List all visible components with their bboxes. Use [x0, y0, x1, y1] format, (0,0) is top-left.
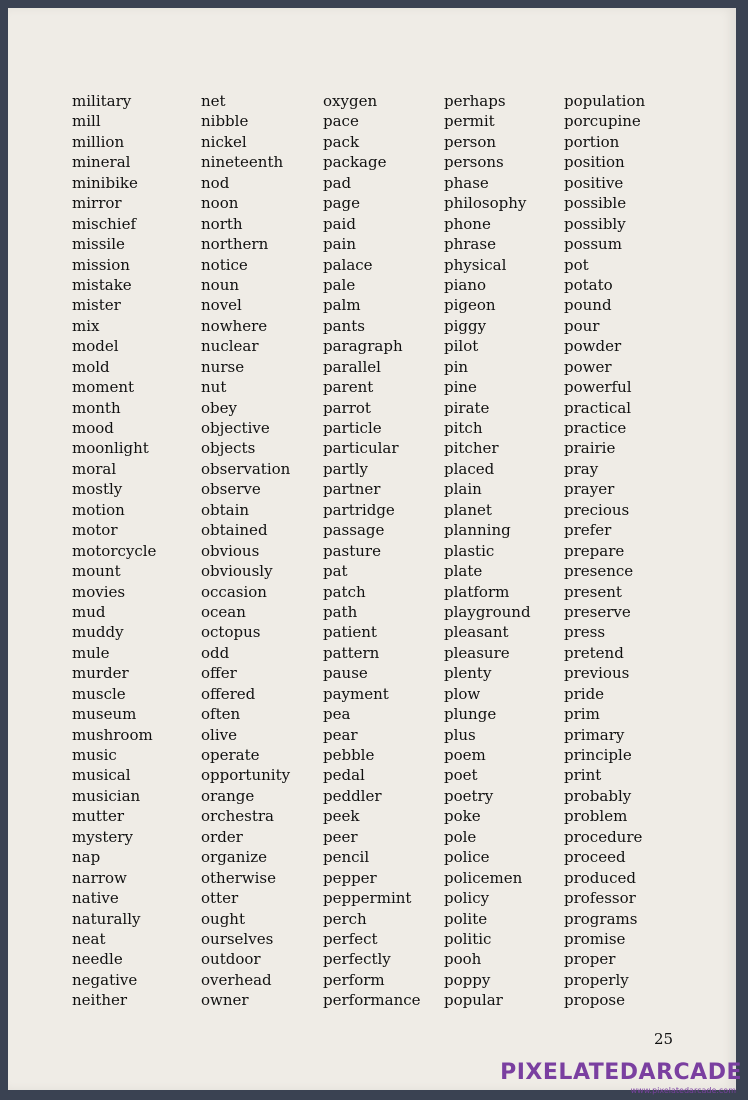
- word-entry: movies: [72, 582, 126, 601]
- word-entry: mold: [72, 357, 110, 376]
- word-entry: nod: [201, 173, 230, 192]
- word-entry: phone: [444, 214, 491, 233]
- word-entry: otter: [201, 889, 239, 908]
- word-entry: mutter: [72, 807, 124, 826]
- word-entry: mister: [72, 296, 121, 315]
- word-entry: procedure: [564, 827, 643, 846]
- word-entry: pole: [444, 827, 477, 846]
- word-entry: objective: [201, 419, 270, 437]
- word-entry: native: [72, 889, 119, 908]
- word-entry: press: [564, 623, 606, 642]
- word-entry: muddy: [72, 623, 124, 642]
- word-entry: pattern: [323, 643, 380, 662]
- word-entry: military: [72, 92, 132, 110]
- word-entry: pause: [323, 664, 368, 683]
- word-entry: patient: [323, 623, 377, 642]
- word-entry: policemen: [444, 868, 523, 887]
- watermark-logo: PIXELATEDARCADE: [500, 1060, 742, 1085]
- word-column-3: [323, 91, 421, 1011]
- word-entry: minibike: [72, 173, 138, 192]
- word-entry: planning: [444, 521, 511, 540]
- word-entry: pack: [323, 132, 360, 151]
- word-entry: problem: [564, 807, 628, 826]
- word-entry: ocean: [201, 602, 246, 621]
- word-entry: possum: [564, 235, 622, 254]
- word-entry: mill: [72, 112, 101, 131]
- word-entry: payment: [323, 684, 389, 703]
- word-entry: mostly: [72, 480, 123, 499]
- word-entry: partridge: [323, 500, 395, 519]
- word-entry: moment: [72, 378, 135, 397]
- word-entry: nineteenth: [201, 153, 284, 172]
- word-entry: portion: [564, 132, 620, 151]
- word-entry: order: [201, 827, 243, 846]
- word-entry: positive: [564, 173, 624, 192]
- word-entry: powder: [564, 337, 622, 356]
- word-entry: perch: [323, 909, 367, 928]
- word-entry: probably: [564, 786, 632, 805]
- word-entry: pigeon: [444, 296, 496, 315]
- word-entry: naturally: [72, 909, 141, 928]
- word-entry: pace: [323, 112, 359, 131]
- word-entry: pirate: [444, 398, 490, 417]
- word-entry: pray: [564, 459, 599, 478]
- word-entry: pitcher: [444, 439, 499, 458]
- word-entry: neat: [72, 929, 106, 948]
- word-entry: pine: [444, 378, 477, 397]
- word-entry: missile: [72, 235, 125, 254]
- word-entry: peer: [323, 827, 358, 846]
- word-entry: polite: [444, 909, 488, 928]
- word-entry: philosophy: [444, 194, 527, 213]
- word-entry: principle: [564, 746, 632, 764]
- word-entry: million: [72, 132, 125, 151]
- word-entry: piano: [444, 275, 487, 294]
- word-entry: proper: [564, 950, 616, 969]
- word-entry: palace: [323, 255, 373, 274]
- word-entry: pat: [323, 562, 348, 581]
- word-entry: motorcycle: [72, 541, 157, 560]
- word-entry: mission: [72, 255, 130, 274]
- word-entry: mischief: [72, 214, 137, 233]
- word-entry: produced: [564, 868, 636, 887]
- word-entry: piggy: [444, 316, 487, 335]
- word-column-1: [72, 91, 156, 1011]
- book-page: [8, 8, 736, 1090]
- word-entry: placed: [444, 459, 495, 478]
- word-entry: operate: [201, 746, 260, 764]
- word-entry: pencil: [323, 848, 370, 867]
- word-entry: plunge: [444, 705, 497, 724]
- word-entry: passage: [323, 521, 385, 540]
- word-entry: path: [323, 602, 358, 621]
- word-entry: moral: [72, 459, 117, 478]
- word-entry: nibble: [201, 112, 249, 131]
- word-entry: policy: [444, 889, 490, 908]
- word-entry: mount: [72, 562, 121, 581]
- word-entry: proceed: [564, 848, 626, 867]
- word-entry: parrot: [323, 398, 371, 417]
- word-entry: notice: [201, 255, 248, 274]
- word-entry: net: [201, 92, 226, 110]
- word-entry: objects: [201, 439, 256, 458]
- word-entry: opportunity: [201, 766, 291, 785]
- page-number: 25: [654, 1030, 674, 1048]
- watermark-url: www.pixelatedarcade.com: [630, 1086, 736, 1095]
- word-entry: obvious: [201, 541, 260, 560]
- word-entry: olive: [201, 725, 237, 744]
- word-entry: observe: [201, 480, 261, 499]
- word-entry: pleasant: [444, 623, 509, 642]
- word-column-2: [201, 91, 290, 1011]
- word-entry: pooh: [444, 950, 482, 969]
- word-entry: plus: [444, 725, 476, 744]
- word-entry: mirror: [72, 194, 122, 213]
- word-entry: mushroom: [72, 725, 153, 744]
- word-entry: poke: [444, 807, 481, 826]
- word-entry: planet: [444, 500, 492, 519]
- word-entry: print: [564, 766, 602, 785]
- word-entry: paragraph: [323, 337, 403, 356]
- word-entry: noon: [201, 194, 239, 213]
- word-entry: pin: [444, 357, 469, 376]
- word-entry: pilot: [444, 337, 479, 356]
- word-entry: nuclear: [201, 337, 259, 356]
- word-entry: prefer: [564, 521, 612, 540]
- word-entry: north: [201, 214, 243, 233]
- word-entry: music: [72, 746, 117, 764]
- word-entry: prayer: [564, 480, 615, 499]
- word-entry: orchestra: [201, 807, 274, 826]
- word-entry: perfect: [323, 929, 378, 948]
- word-entry: prim: [564, 705, 600, 724]
- word-entry: negative: [72, 970, 138, 989]
- word-entry: moonlight: [72, 439, 149, 458]
- word-entry: paid: [323, 214, 356, 233]
- word-entry: pebble: [323, 746, 375, 764]
- word-entry: phase: [444, 173, 489, 192]
- word-entry: potato: [564, 275, 613, 294]
- word-entry: museum: [72, 705, 137, 724]
- word-entry: perhaps: [444, 92, 506, 110]
- word-entry: oxygen: [323, 92, 378, 110]
- word-entry: powerful: [564, 378, 632, 397]
- word-entry: pale: [323, 275, 356, 294]
- word-entry: promise: [564, 929, 626, 948]
- word-entry: mystery: [72, 827, 133, 846]
- word-entry: permit: [444, 112, 495, 131]
- word-entry: package: [323, 153, 387, 172]
- word-entry: motor: [72, 521, 118, 540]
- word-entry: particle: [323, 419, 382, 437]
- word-entry: muscle: [72, 684, 126, 703]
- word-entry: nickel: [201, 132, 247, 151]
- word-entry: platform: [444, 582, 510, 601]
- word-entry: orange: [201, 786, 255, 805]
- word-entry: precious: [564, 500, 630, 519]
- word-entry: programs: [564, 909, 638, 928]
- word-entry: offer: [201, 664, 237, 683]
- word-entry: partly: [323, 459, 369, 478]
- word-entry: properly: [564, 970, 629, 989]
- word-entry: prepare: [564, 541, 625, 560]
- word-entry: pepper: [323, 868, 377, 887]
- word-entry: ought: [201, 909, 245, 928]
- word-entry: nowhere: [201, 316, 268, 335]
- word-entry: pad: [323, 173, 352, 192]
- word-entry: palm: [323, 296, 361, 315]
- word-entry: position: [564, 153, 625, 172]
- word-entry: pain: [323, 235, 357, 254]
- word-entry: needle: [72, 950, 123, 969]
- word-entry: primary: [564, 725, 625, 744]
- word-entry: observation: [201, 459, 291, 478]
- word-entry: poet: [444, 766, 478, 785]
- word-entry: offered: [201, 684, 256, 703]
- word-entry: pour: [564, 316, 600, 335]
- word-entry: odd: [201, 643, 230, 662]
- word-entry: playground: [444, 602, 531, 621]
- word-entry: porcupine: [564, 112, 641, 131]
- word-entry: possibly: [564, 214, 626, 233]
- word-entry: politic: [444, 929, 492, 948]
- word-entry: outdoor: [201, 950, 261, 969]
- word-entry: mineral: [72, 153, 131, 172]
- word-entry: owner: [201, 991, 249, 1010]
- word-entry: propose: [564, 991, 626, 1010]
- word-entry: mood: [72, 419, 114, 437]
- word-entry: pear: [323, 725, 358, 744]
- word-entry: mistake: [72, 275, 132, 294]
- word-entry: overhead: [201, 970, 272, 989]
- word-entry: previous: [564, 664, 630, 683]
- word-entry: practice: [564, 419, 627, 437]
- word-entry: month: [72, 398, 121, 417]
- word-entry: patch: [323, 582, 366, 601]
- word-entry: plastic: [444, 541, 495, 560]
- word-entry: octopus: [201, 623, 261, 642]
- word-entry: peddler: [323, 786, 382, 805]
- word-entry: obviously: [201, 562, 273, 581]
- word-entry: person: [444, 132, 497, 151]
- word-entry: parallel: [323, 357, 381, 376]
- word-entry: murder: [72, 664, 129, 683]
- word-entry: partner: [323, 480, 381, 499]
- word-entry: occasion: [201, 582, 267, 601]
- word-entry: population: [564, 92, 646, 110]
- word-entry: page: [323, 194, 361, 213]
- word-entry: preserve: [564, 602, 631, 621]
- word-entry: poem: [444, 746, 486, 764]
- word-entry: mule: [72, 643, 110, 662]
- word-entry: presence: [564, 562, 634, 581]
- word-entry: pleasure: [444, 643, 510, 662]
- word-entry: phrase: [444, 235, 496, 254]
- word-entry: pedal: [323, 766, 365, 785]
- word-entry: pants: [323, 316, 365, 335]
- word-entry: perfectly: [323, 950, 391, 969]
- word-entry: parent: [323, 378, 374, 397]
- word-entry: pretend: [564, 643, 624, 662]
- word-entry: otherwise: [201, 868, 276, 887]
- word-entry: northern: [201, 235, 269, 254]
- word-entry: particular: [323, 439, 399, 458]
- word-entry: novel: [201, 296, 242, 315]
- word-entry: peek: [323, 807, 360, 826]
- watermark: [500, 1060, 748, 1100]
- word-entry: pride: [564, 684, 605, 703]
- word-entry: popular: [444, 991, 503, 1010]
- word-entry: power: [564, 357, 612, 376]
- word-entry: nut: [201, 378, 227, 397]
- word-entry: obtain: [201, 500, 250, 519]
- word-entry: narrow: [72, 868, 127, 887]
- word-entry: police: [444, 848, 490, 867]
- word-entry: poetry: [444, 786, 494, 805]
- word-entry: persons: [444, 153, 504, 172]
- word-entry: performance: [323, 991, 421, 1010]
- word-entry: musical: [72, 766, 131, 785]
- word-entry: professor: [564, 889, 636, 908]
- word-entry: pitch: [444, 419, 483, 437]
- word-column-4: [444, 91, 531, 1011]
- word-entry: plate: [444, 562, 483, 581]
- word-entry: peppermint: [323, 889, 412, 908]
- word-entry: poppy: [444, 970, 491, 989]
- word-entry: nurse: [201, 357, 245, 376]
- word-entry: plow: [444, 684, 481, 703]
- word-entry: ourselves: [201, 929, 274, 948]
- word-entry: present: [564, 582, 622, 601]
- word-entry: pasture: [323, 541, 381, 560]
- word-entry: perform: [323, 970, 385, 989]
- word-entry: obtained: [201, 521, 268, 540]
- word-entry: pot: [564, 255, 589, 274]
- word-entry: motion: [72, 500, 125, 519]
- word-entry: prairie: [564, 439, 616, 458]
- word-entry: neither: [72, 991, 128, 1010]
- word-entry: plain: [444, 480, 482, 499]
- word-entry: obey: [201, 398, 237, 417]
- word-entry: often: [201, 705, 241, 724]
- word-entry: plenty: [444, 664, 492, 683]
- word-entry: pound: [564, 296, 612, 315]
- word-entry: mix: [72, 316, 100, 335]
- word-column-5: [564, 91, 645, 1011]
- word-entry: musician: [72, 786, 141, 805]
- word-entry: organize: [201, 848, 267, 867]
- word-entry: physical: [444, 255, 507, 274]
- word-entry: pea: [323, 705, 351, 724]
- word-entry: model: [72, 337, 119, 356]
- word-entry: nap: [72, 848, 101, 867]
- word-entry: noun: [201, 275, 240, 294]
- word-entry: mud: [72, 602, 106, 621]
- word-entry: possible: [564, 194, 627, 213]
- word-entry: practical: [564, 398, 632, 417]
